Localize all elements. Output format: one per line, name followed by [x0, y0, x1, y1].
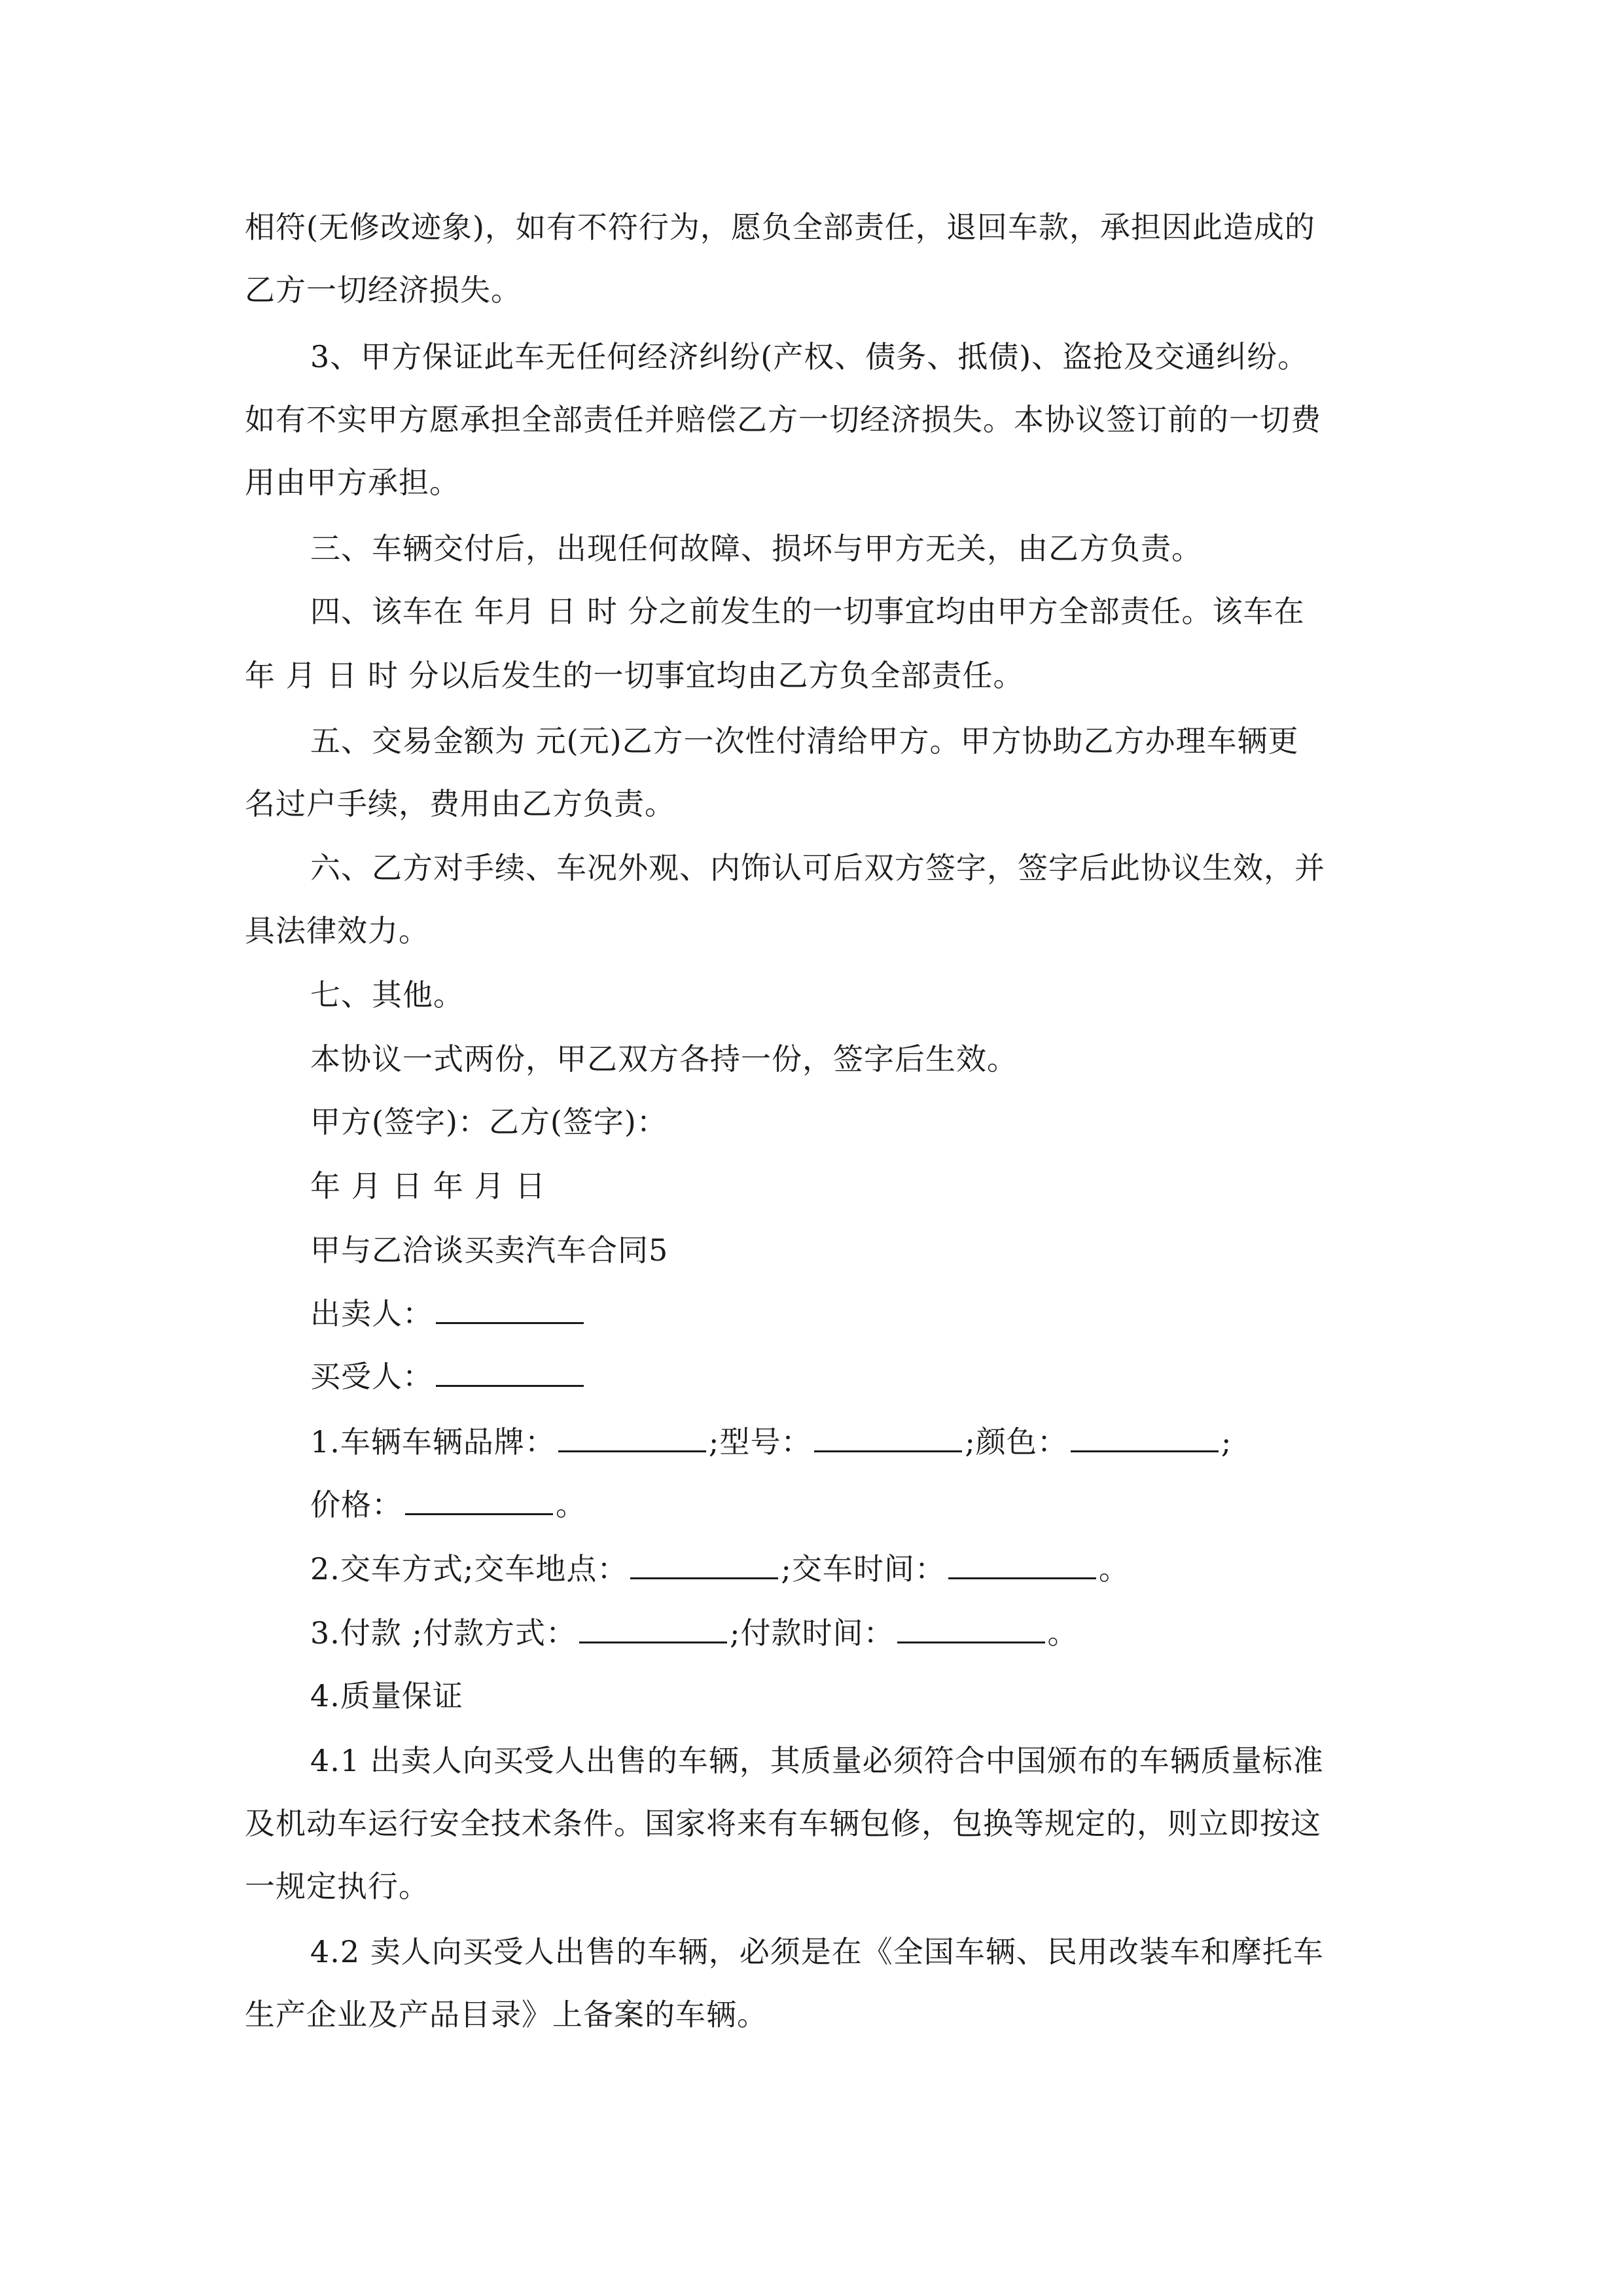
- buyer-label: 买受人：: [310, 1359, 433, 1394]
- para3: 三、车辆交付后，出现任何故障、损坏与甲方无关，由乙方负责。: [310, 531, 1202, 566]
- delivery-place-blank: [630, 1577, 778, 1579]
- delivery-method-label: 2.交车方式;交车地点：: [310, 1551, 628, 1587]
- date-line: 年 月 日 年 月 日: [310, 1168, 546, 1204]
- para7: 七、其他。: [310, 977, 464, 1013]
- delivery-time-label: ;交车时间：: [781, 1551, 946, 1587]
- item4-2-line1: 4.2 卖人向买受人出售的车辆，必须是在《全国车辆、民用改装车和摩托车: [310, 1934, 1324, 1969]
- para8: 本协议一式两份，甲乙双方各持一份，签字后生效。: [310, 1041, 1018, 1077]
- para2-line3: 用由甲方承担。: [245, 465, 460, 500]
- buyer-blank: [436, 1384, 584, 1387]
- para1-line2: 乙方一切经济损失。: [245, 272, 522, 308]
- seller-label: 出卖人：: [310, 1296, 433, 1331]
- price-label: 价格：: [310, 1487, 402, 1522]
- payment-label: 3.付款 ;付款方式：: [310, 1615, 577, 1651]
- signature-line: 甲方(签字)：乙方(签字)：: [310, 1104, 668, 1139]
- payment-time-label: ;付款时间：: [730, 1615, 895, 1651]
- contract-title: 甲与乙洽谈买卖汽车合同5: [310, 1232, 669, 1268]
- para4-line1: 四、该车在 年月 日 时 分之前发生的一切事宜均由甲方全部责任。该车在: [310, 594, 1305, 629]
- para4-line2: 年 月 日 时 分以后发生的一切事宜均由乙方负全部责任。: [245, 658, 1024, 693]
- buyer-line: [310, 1357, 586, 1396]
- model-label: ;型号：: [708, 1424, 812, 1460]
- price-blank: [405, 1513, 553, 1515]
- seller-blank: [436, 1321, 584, 1324]
- brand-label: 1.车辆车辆品牌：: [310, 1424, 556, 1460]
- delivery-time-blank: [948, 1577, 1096, 1579]
- item3-end: 。: [1047, 1615, 1079, 1651]
- color-blank: [1071, 1450, 1219, 1452]
- item2-line: [310, 1549, 1130, 1588]
- model-blank: [814, 1450, 962, 1452]
- item4-2-line2: 生产企业及产品目录》上备案的车辆。: [245, 1997, 768, 2032]
- item2-end: 。: [1098, 1551, 1130, 1587]
- payment-method-blank: [579, 1641, 727, 1643]
- para1-line1: 相符(无修改迹象)，如有不符行为，愿负全部责任，退回车款，承担因此造成的: [245, 209, 1315, 245]
- para5-line2: 名过户手续，费用由乙方负责。: [245, 786, 675, 821]
- item1-line2: [310, 1485, 586, 1524]
- item1-end: ;: [1221, 1424, 1232, 1460]
- item4-1-line2: 及机动车运行安全技术条件。国家将来有车辆包修，包换等规定的，则立即按这: [245, 1806, 1321, 1841]
- item4-1-line3: 一规定执行。: [245, 1869, 429, 1904]
- para6-line2: 具法律效力。: [245, 913, 429, 948]
- item3-line: [310, 1613, 1079, 1653]
- payment-time-blank: [897, 1641, 1045, 1643]
- item4-heading: 4.质量保证: [310, 1678, 463, 1713]
- item1-line1: [310, 1422, 1232, 1462]
- para6-line1: 六、乙方对手续、车况外观、内饰认可后双方签字，签字后此协议生效，并: [310, 850, 1325, 886]
- para2-line1: 3、甲方保证此车无任何经济纠纷(产权、债务、抵债)、盗抢及交通纠纷。: [310, 339, 1309, 374]
- para5-line1: 五、交易金额为 元(元)乙方一次性付清给甲方。甲方协助乙方办理车辆更: [310, 723, 1299, 759]
- color-label: ;颜色：: [965, 1424, 1068, 1460]
- item4-1-line1: 4.1 出卖人向买受人出售的车辆，其质量必须符合中国颁布的车辆质量标准: [310, 1743, 1324, 1778]
- para2-line2: 如有不实甲方愿承担全部责任并赔偿乙方一切经济损失。本协议签订前的一切费: [245, 402, 1321, 437]
- brand-blank: [558, 1450, 706, 1452]
- price-end: 。: [556, 1487, 586, 1522]
- seller-line: [310, 1294, 586, 1333]
